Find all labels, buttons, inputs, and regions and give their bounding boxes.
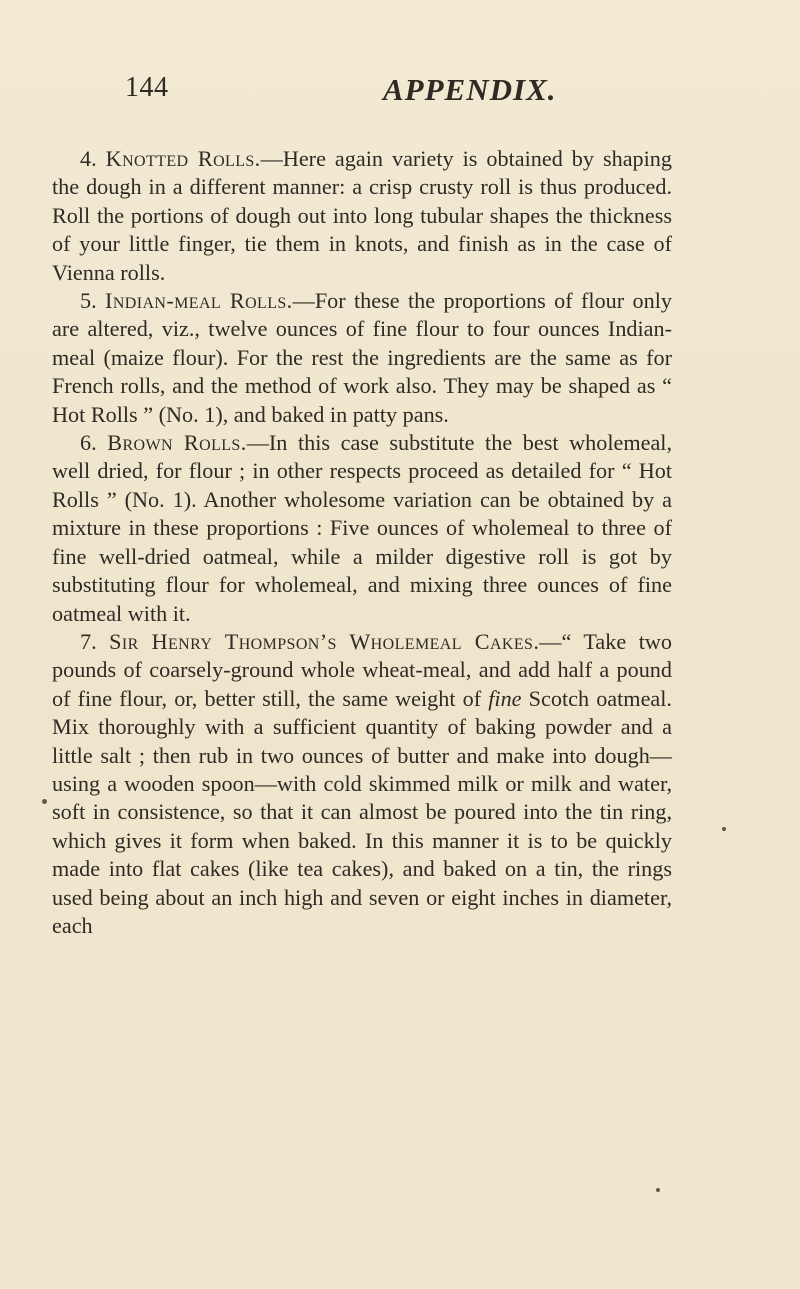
entry-body: —In this case substitute the best wholemeal, well dried, for flour ; in other respects proceed as detailed for “ Hot Rolls ” (No. 1). Another wholesome variation can be obtained by a mixture in these proportions : Five ounces of wholemeal to three of fine well-dried oatmeal, while a milder digestive roll is got by substituting flour for wholemeal, and mixing three ounces of fine oatmeal with it. [52, 430, 673, 626]
running-head: APPENDIX. [383, 72, 557, 107]
recipe-entry-5 [52, 287, 672, 429]
entry-title: Knotted Rolls. [105, 146, 261, 171]
entry-number: 6. [80, 430, 97, 456]
entry-number: 5. [80, 288, 97, 314]
paper-speck [42, 799, 47, 804]
page-number: 144 [125, 72, 169, 103]
entry-body: —Here again variety is obtained by shaping the dough in a different manner: a crisp crusty roll is thus produced. Roll the portions of dough out into long tubular shapes the thickness of your little finger, tie them in knots, and finish as in the case of Vienna rolls. [52, 146, 672, 285]
entry-title: Brown Rolls. [107, 430, 247, 456]
entry-number: 4. [80, 146, 97, 171]
entry-body-start: —“ Take two pounds of coarsely-ground whole wheat-meal, and add half a pound of fine flour, or, better still, the same weight of [52, 628, 672, 711]
recipe-entry-6 [52, 429, 672, 628]
paper-speck [656, 1188, 660, 1192]
entry-title: Sir Henry Thompson’s Wholemeal Cakes. [109, 628, 540, 654]
entry-body: —For these the proportions of flour only are altered, viz., twelve ounces of fine flour to four ounces Indian-meal (maize flour). For the rest the ingredients are the same as for French rolls, and the method of work also. They may be shaped as “ Hot Rolls ” (No. 1), and baked in patty pans. [52, 288, 672, 427]
italic-emphasis: fine [488, 685, 522, 711]
recipe-entry-4 [52, 145, 672, 287]
paper-speck [722, 827, 726, 831]
entry-title: Indian-meal Rolls. [105, 288, 293, 314]
recipe-entry-7 [52, 628, 672, 940]
recipe-text [52, 145, 672, 940]
entry-body-end: Scotch oatmeal. Mix thoroughly with a sufficient quantity of baking powder and a little salt ; then rub in two ounces of butter and make into dough—using a wooden spoon—with cold skimmed milk or milk and water, soft in consistence, so that it can almost be poured into the tin ring, which gives it form when baked. In this manner it is to be quickly made into flat cakes (like tea cakes), and baked on a tin, the rings used being about an inch high and seven or eight inches in diameter, each [52, 685, 672, 938]
entry-number: 7. [80, 628, 97, 654]
page-header [125, 72, 725, 132]
